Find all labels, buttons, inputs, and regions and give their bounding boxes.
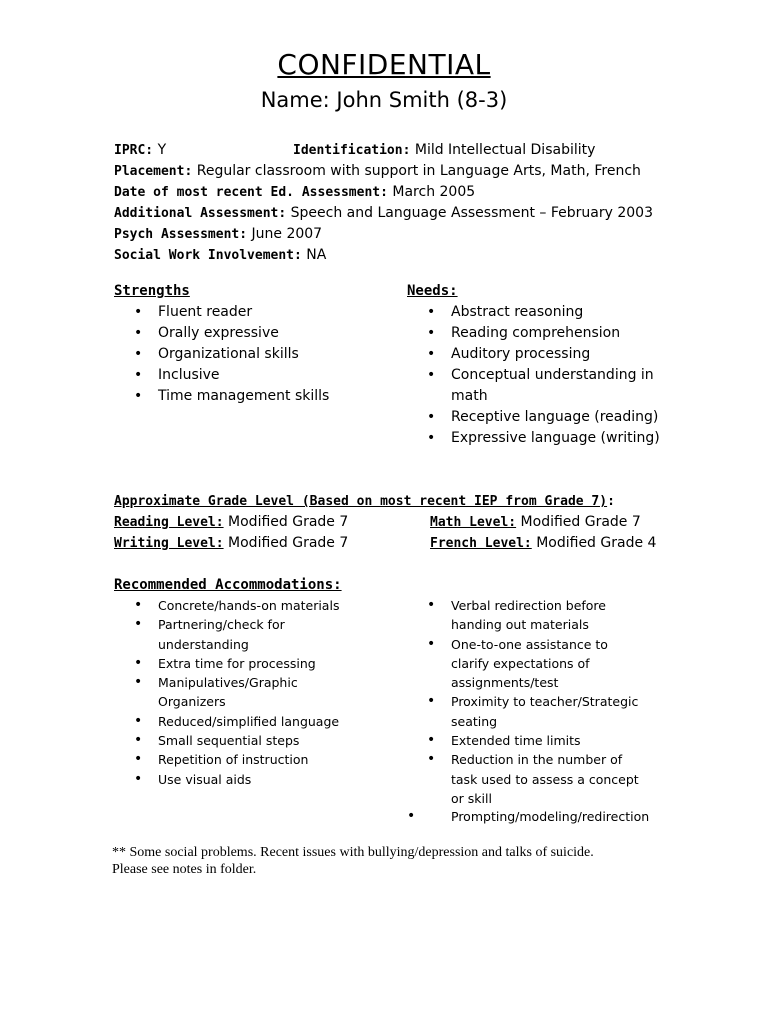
note-line-1: ** Some social problems. Recent issues with bullying/depression and talks of suicide.	[112, 845, 594, 860]
list-item: • Small sequential steps	[114, 731, 364, 750]
strengths-heading: Strengths	[114, 283, 190, 299]
list-item: • Proximity to teacher/Strategic seating	[407, 692, 666, 731]
iprc-value: Y	[157, 142, 167, 158]
list-item: • Partnering/check for understanding	[114, 615, 318, 654]
iprc-row	[114, 142, 166, 158]
grade-level-heading	[114, 493, 615, 509]
additional-assessment-label: Additional Assessment:	[114, 206, 287, 221]
accommodations-heading: Recommended Accommodations:	[114, 577, 342, 593]
french-level-value: Modified Grade 4	[536, 535, 657, 551]
list-item: • Abstract reasoning	[407, 302, 667, 323]
identification-label: Identification:	[293, 143, 411, 158]
note-line-2: Please see notes in folder.	[112, 862, 257, 877]
list-item: • Expressive language (writing)	[407, 428, 667, 449]
strengths-list	[114, 302, 384, 407]
list-item: • Inclusive	[114, 365, 384, 386]
writing-level-value: Modified Grade 7	[228, 535, 349, 551]
list-item: • Time management skills	[114, 386, 384, 407]
accommodations-left-list	[114, 596, 364, 789]
math-level-row	[430, 514, 641, 530]
list-item: • Conceptual understanding in math	[407, 365, 667, 407]
list-item: • Manipulatives/Graphic Organizers	[114, 673, 318, 712]
social-note	[112, 844, 672, 878]
writing-level-label: Writing Level:	[114, 536, 224, 551]
social-work-label: Social Work Involvement:	[114, 248, 302, 263]
accommodations-right-list	[407, 596, 647, 808]
list-item: • Concrete/hands-on materials	[114, 596, 364, 615]
document-title: CONFIDENTIAL	[277, 48, 491, 81]
psych-assessment-label: Psych Assessment:	[114, 227, 248, 242]
accommodations-extra-item: Prompting/modeling/redirection	[451, 809, 650, 824]
list-item: • Auditory processing	[407, 344, 667, 365]
ed-assessment-label: Date of most recent Ed. Assessment:	[114, 185, 388, 200]
list-item: • Reduction in the number of task used to assess a concept or skill	[407, 750, 641, 808]
grade-level-heading-colon: :	[607, 494, 615, 509]
additional-assessment-value: Speech and Language Assessment – February 2003	[290, 205, 653, 221]
identification-row	[293, 142, 595, 158]
iprc-label: IPRC:	[114, 143, 154, 158]
psych-assessment-value: June 2007	[251, 226, 323, 242]
reading-level-label: Reading Level:	[114, 515, 224, 530]
french-level-row	[430, 535, 656, 551]
reading-level-row	[114, 514, 348, 530]
math-level-value: Modified Grade 7	[520, 514, 641, 530]
list-item: • Extra time for processing	[114, 654, 364, 673]
additional-assessment-row	[114, 205, 653, 221]
list-item: • Reading comprehension	[407, 323, 667, 344]
student-name: Name: John Smith (8-3)	[260, 88, 508, 112]
identification-value: Mild Intellectual Disability	[414, 142, 596, 158]
math-level-label: Math Level:	[430, 515, 517, 530]
social-work-row	[114, 247, 326, 263]
psych-assessment-row	[114, 226, 322, 242]
french-level-label: French Level:	[430, 536, 532, 551]
placement-label: Placement:	[114, 164, 193, 179]
social-work-value: NA	[306, 247, 327, 263]
placement-row	[114, 163, 641, 179]
list-item: • Repetition of instruction	[114, 750, 364, 769]
list-item: • Organizational skills	[114, 344, 384, 365]
list-item: • Use visual aids	[114, 770, 364, 789]
bullet-icon: •	[407, 808, 416, 824]
ed-assessment-value: March 2005	[392, 184, 476, 200]
list-item: • Fluent reader	[114, 302, 384, 323]
reading-level-value: Modified Grade 7	[228, 514, 349, 530]
list-item: • Orally expressive	[114, 323, 384, 344]
writing-level-row	[114, 535, 348, 551]
list-item: • Extended time limits	[407, 731, 647, 750]
needs-list	[407, 302, 667, 449]
ed-assessment-row	[114, 184, 475, 200]
list-item: • Receptive language (reading)	[407, 407, 667, 428]
list-item: • Reduced/simplified language	[114, 712, 364, 731]
grade-level-heading-text: Approximate Grade Level (Based on most recent IEP from Grade 7)	[114, 494, 608, 509]
placement-value: Regular classroom with support in Language Arts, Math, French	[196, 163, 641, 179]
list-item: • Verbal redirection before handing out materials	[407, 596, 626, 635]
list-item: • One-to-one assistance to clarify expectations of assignments/test	[407, 635, 616, 693]
needs-heading: Needs:	[407, 283, 458, 299]
